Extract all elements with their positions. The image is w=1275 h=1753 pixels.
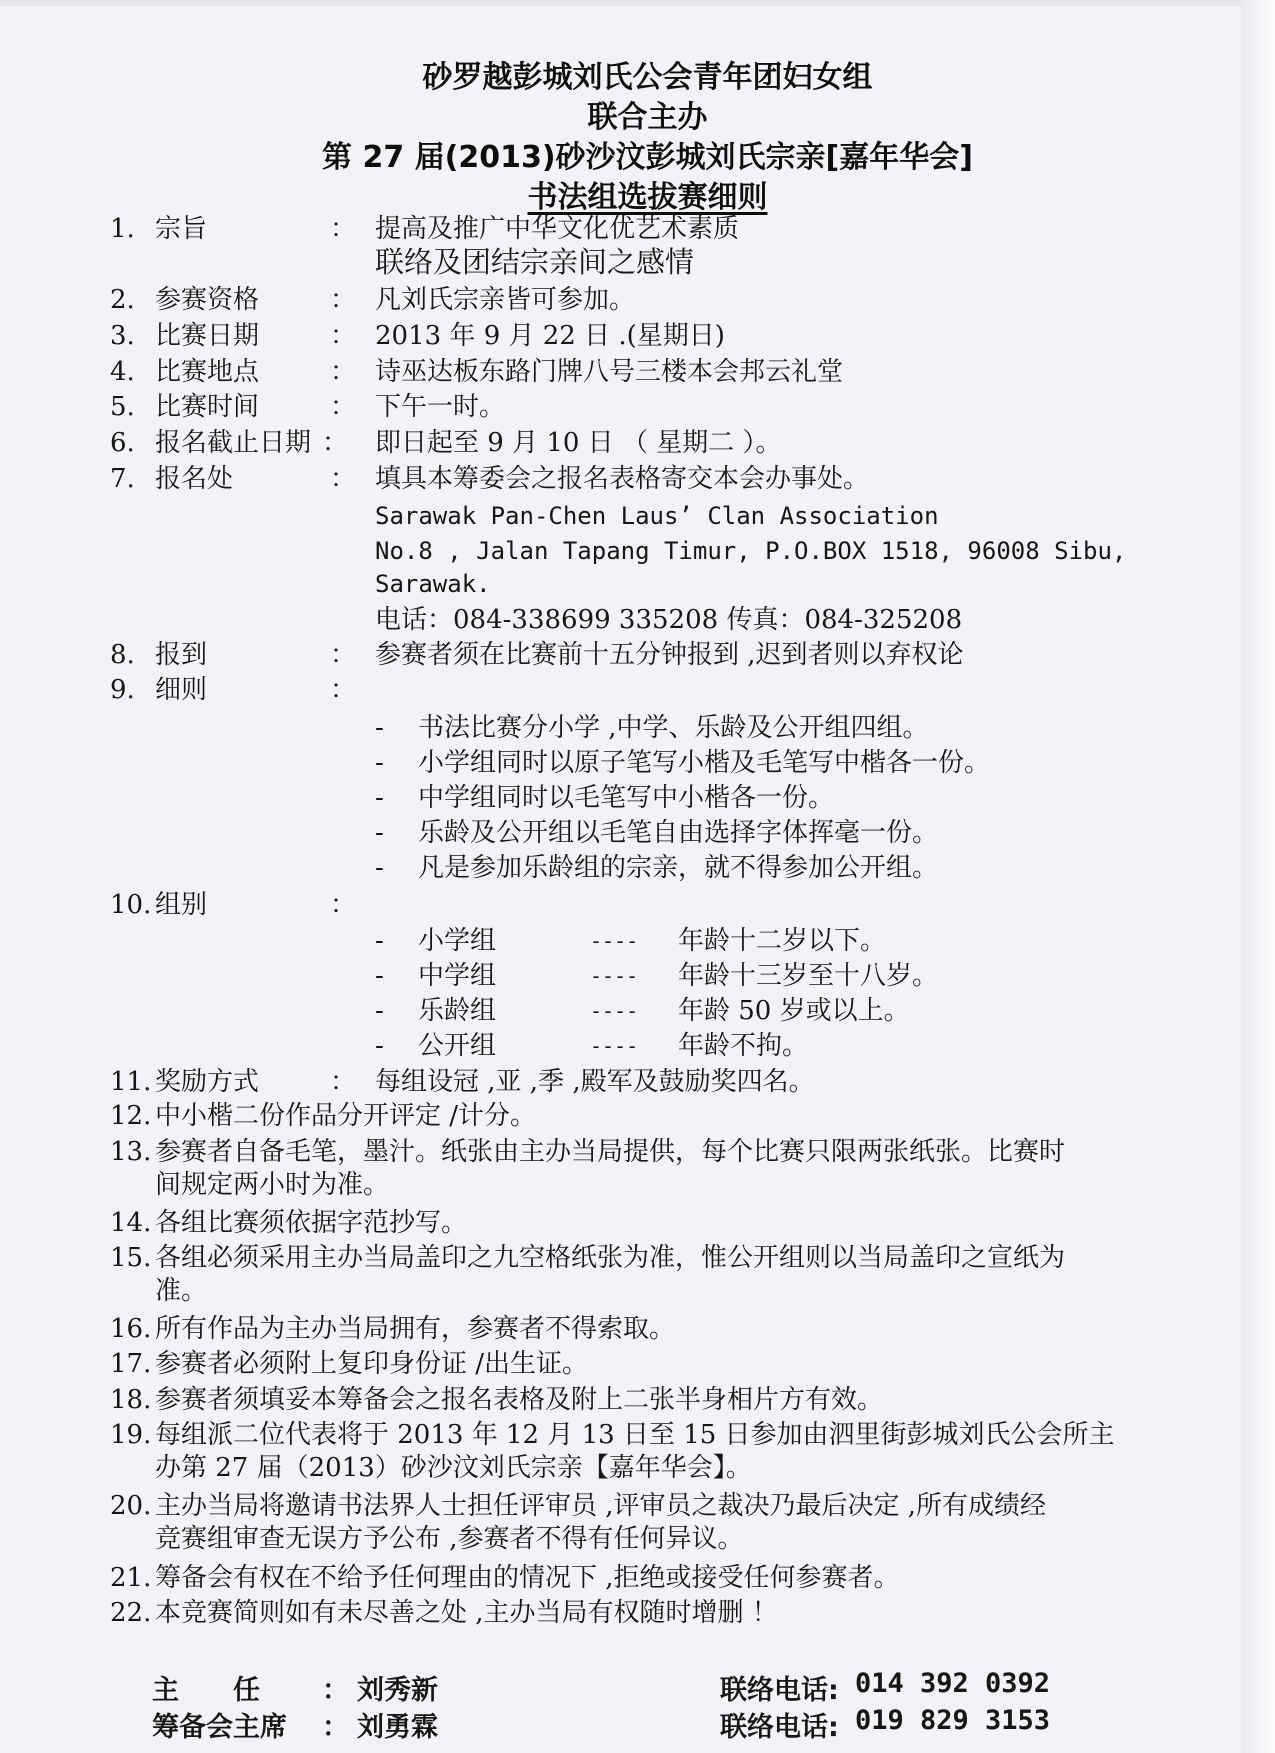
committee-chair-phone-label: 联络电话: [720,1712,839,1743]
item-number: 9. [110,675,135,705]
item-colon: ： [330,285,357,315]
paragraph-text: 本竞赛简则如有未尽善之处 ,主办当局有权随时增删 ！ [155,1598,778,1628]
item-number: 4. [110,357,135,387]
paragraph-continuation: 办第 27 届（2013）砂沙汶刘氏宗亲【嘉年华会】。 [155,1453,752,1483]
paragraph-number: 14. [110,1208,152,1238]
item-label: 报到 [155,640,208,670]
paragraph-number: 13. [110,1137,152,1167]
item-value: 参赛者须在比赛前十五分钟报到 ,迟到者则以弃权论 [375,640,964,670]
paragraph-item [110,1348,1180,1381]
item-label: 奖励方式 [155,1067,260,1097]
paragraph-number: 17. [110,1349,152,1379]
group-name: 小学组 [418,926,497,956]
paragraph-item [110,1100,1180,1133]
rule-dash: - [375,713,384,743]
paragraph-text: 各组比赛须依据字范抄写。 [155,1208,468,1238]
rule-text: 小学组同时以原子笔写小楷及毛笔写中楷各一份。 [418,748,991,778]
item-colon: ： [330,675,357,705]
item-number: 7. [110,464,135,494]
item-value: 联络及团结宗亲间之感情 [375,245,695,279]
paragraph-continuation: 间规定两小时为准。 [155,1170,390,1200]
paragraph-item [110,1207,1180,1240]
group-age: 年龄十二岁以下。 [678,926,887,956]
item-colon: ： [322,428,349,458]
paragraph-text: 筹备会有权在不给予任何理由的情况下 ,拒绝或接受任何参赛者。 [155,1563,900,1593]
paragraph-number: 22. [110,1598,152,1628]
item-value: 诗巫达板东路门牌八号三楼本会邦云礼堂 [375,357,844,387]
rule-dash: - [375,853,384,883]
paragraph-item [110,1597,1180,1630]
group-separator: ---- [590,999,639,1023]
group-dash: - [375,996,384,1026]
chairman-name: 刘秀新 [357,1675,438,1706]
item-label: 宗旨 [155,214,208,244]
group-age: 年龄不拘。 [678,1031,809,1061]
address-text: Sarawak. [375,570,491,598]
paragraph-text: 参赛者必须附上复印身份证 /出生证。 [155,1349,589,1379]
item-label: 细则 [155,675,208,705]
chairman-phone [855,1668,1050,1699]
paragraph-continuation: 竞赛组审查无误方予公布 ,参赛者不得有任何异议。 [155,1524,744,1554]
header-rules-title: 书法组选拔赛细则 [527,180,768,215]
item-colon: ： [330,890,357,920]
item-colon: ： [330,214,357,244]
item-number: 3. [110,321,135,351]
header-co-host: 联合主办 [587,100,708,135]
paragraph-text: 中小楷二份作品分开评定 /计分。 [155,1101,537,1131]
paragraph-continuation: 准。 [155,1276,208,1306]
paragraph-text: 所有作品为主办当局拥有，参赛者不得索取。 [155,1314,676,1344]
paragraph-number: 18. [110,1385,152,1415]
paragraph-number: 12. [110,1101,152,1131]
committee-chair-phone-number: 019 829 3153 [855,1705,1051,1736]
group-dash: - [375,961,384,991]
committee-chair-colon: ： [322,1712,349,1743]
rule-dash: - [375,748,384,778]
paragraph-item [110,1242,1180,1308]
item-label: 报名处 [155,464,234,494]
header-organizer: 砂罗越彭城刘氏公会青年团妇女组 [422,60,873,95]
group-age: 年龄十三岁至十八岁。 [678,961,939,991]
group-separator: ---- [590,1034,639,1058]
item-label: 组别 [155,890,208,920]
item-number: 6. [110,428,135,458]
rule-dash: - [375,818,384,848]
paragraph-item [110,1419,1180,1485]
group-name: 乐龄组 [418,996,497,1026]
paragraph-item [110,1384,1180,1417]
paragraph-item [110,1490,1180,1556]
chairman-role: 主 任 [152,1675,260,1706]
header-event-title: 第 27 届(2013)砂沙汶彭城刘氏宗亲[嘉年华会] [322,140,973,175]
rule-text: 中学组同时以毛笔写中小楷各一份。 [418,783,835,813]
item-value: 即日起至 9 月 10 日 （ 星期二 ）。 [375,428,782,458]
item-value: 下午一时。 [375,392,506,422]
item-number: 5. [110,392,135,422]
item-colon: ： [330,640,357,670]
item-value: 2013 年 9 月 22 日 .(星期日) [375,321,725,351]
item-label: 比赛地点 [155,357,260,387]
contact-text: 电话：084-338699 335208 传真：084-325208 [375,605,963,635]
group-dash: - [375,1031,384,1061]
item-colon: ： [330,1067,357,1097]
paragraph-item [110,1562,1180,1595]
item-colon: ： [330,321,357,351]
item-number: 11. [110,1067,152,1097]
group-separator: ---- [590,964,639,988]
group-dash: - [375,926,384,956]
item-label: 参赛资格 [155,285,260,315]
item-value: 每组设冠 ,亚 ,季 ,殿军及鼓励奖四名。 [375,1067,815,1097]
paragraph-text: 参赛者自备毛笔，墨汁。纸张由主办当局提供，每个比赛只限两张纸张。比赛时 [155,1137,1066,1167]
item-label: 比赛日期 [155,321,260,351]
address-text: No.8 , Jalan Tapang Timur, P.O.BOX 1518, 96008 Sibu, [375,537,1127,565]
item-colon: ： [330,464,357,494]
group-name: 中学组 [418,961,497,991]
item-number: 10. [110,890,152,920]
item-colon: ： [330,357,357,387]
rule-text: 书法比赛分小学 ,中学、乐龄及公开组四组。 [418,713,929,743]
paragraph-item [110,1313,1180,1346]
item-number: 1. [110,214,135,244]
item-label: 报名截止日期 [155,428,312,458]
scan-border-right [1241,0,1275,1753]
item-label: 比赛时间 [155,392,260,422]
rule-text: 乐龄及公开组以毛笔自由选择字体挥毫一份。 [418,818,939,848]
paragraph-number: 19. [110,1420,152,1450]
group-name: 公开组 [418,1031,497,1061]
committee-chair-name: 刘勇霖 [357,1712,438,1743]
paragraph-number: 20. [110,1491,152,1521]
item-value: 填具本筹委会之报名表格寄交本会办事处。 [375,464,870,494]
paragraph-number: 15. [110,1243,152,1273]
item-value: 提高及推广中华文化优艺术素质 [375,214,740,244]
address-text: Sarawak Pan-Chen Laus’ Clan Association [375,502,939,530]
chairman-phone-label: 联络电话: [720,1675,839,1706]
group-age: 年龄 50 岁或以上。 [678,996,910,1026]
paragraph-text: 主办当局将邀请书法界人士担任评审员 ,评审员之裁决乃最后决定 ,所有成绩经 [155,1491,1047,1521]
item-value: 凡刘氏宗亲皆可参加。 [375,285,636,315]
chairman-colon: ： [322,1675,349,1706]
item-colon: ： [330,392,357,422]
paragraph-text: 参赛者须填妥本筹备会之报名表格及附上二张半身相片方有效。 [155,1385,884,1415]
committee-chair-phone [855,1705,1050,1736]
paragraph-text: 各组必须采用主办当局盖印之九空格纸张为准，惟公开组则以当局盖印之宣纸为 [155,1243,1066,1273]
committee-chair-role: 筹备会主席 [152,1712,287,1743]
group-separator: ---- [590,929,639,953]
rule-dash: - [375,783,384,813]
paragraph-number: 16. [110,1314,152,1344]
paragraph-number: 21. [110,1563,152,1593]
item-number: 8. [110,640,135,670]
item-number: 2. [110,285,135,315]
paragraph-item [110,1136,1180,1202]
scan-border-top [0,0,1275,6]
paragraph-text: 每组派二位代表将于 2013 年 12 月 13 日至 15 日参加由泗里街彭城刘氏公会所主 [155,1420,1115,1450]
rule-text: 凡是参加乐龄组的宗亲，就不得参加公开组。 [418,853,939,883]
chairman-phone-number: 014 392 0392 [855,1668,1051,1699]
